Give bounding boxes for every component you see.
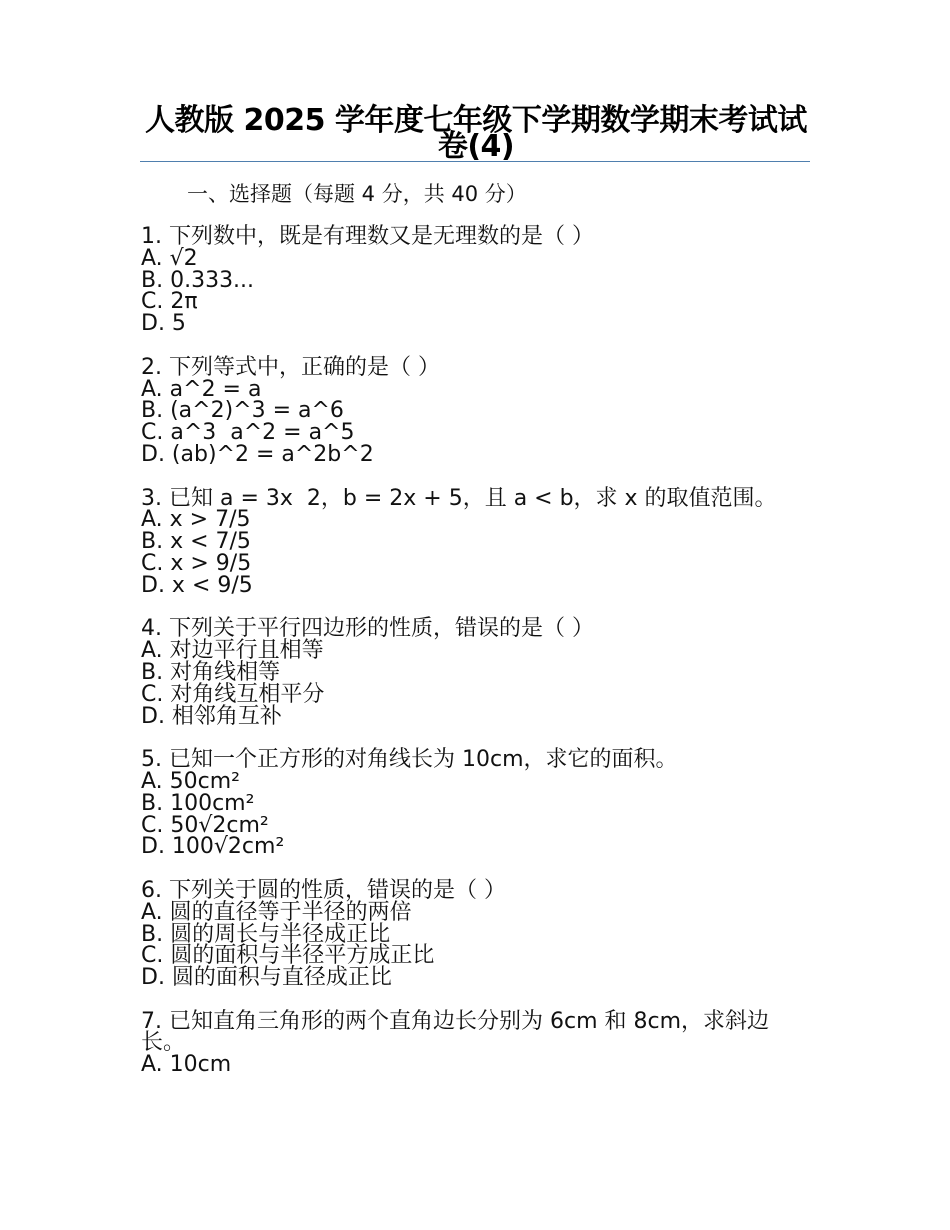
question-7 [141, 1008, 811, 1078]
question-1 [141, 226, 811, 335]
answer-option: A. 50cm² [141, 768, 240, 794]
document-title: 人教版 2025 学年度七年级下学期数学期末考试试卷(4) [145, 103, 807, 164]
section-heading: 一、选择题（每题 4 分，共 40 分） [187, 182, 527, 206]
question-stem: 2. 下列等式中，正确的是（ ） [141, 354, 440, 380]
question-3 [141, 485, 811, 598]
answer-option: A. 对边平行且相等 [141, 638, 324, 664]
answer-option: A. a^2 = a [141, 376, 262, 402]
answer-option: C. x > 9/5 [141, 550, 252, 576]
answer-option: D. 100√2cm² [141, 834, 285, 860]
answer-option: A. x > 7/5 [141, 507, 251, 533]
question-2 [141, 354, 811, 467]
question-stem: 3. 已知 a = 3x 2，b = 2x + 5，且 a < b，求 x 的取值范围。 [141, 485, 777, 511]
answer-option: C. 圆的面积与半径平方成正比 [141, 943, 435, 969]
question-stem: 1. 下列数中，既是有理数又是无理数的是（ ） [141, 224, 594, 249]
question-5 [141, 749, 811, 858]
answer-option: A. 10cm [141, 1052, 232, 1078]
question-stem: 6. 下列关于圆的性质，错误的是（ ） [141, 877, 506, 903]
question-list [141, 226, 811, 1098]
answer-option: C. 2π [141, 289, 198, 315]
answer-option: B. 圆的周长与半径成正比 [141, 921, 391, 947]
answer-option: D. 相邻角互补 [141, 703, 282, 729]
answer-option: B. x < 7/5 [141, 529, 251, 555]
title-divider [140, 161, 810, 162]
answer-option: B. (a^2)^3 = a^6 [141, 398, 344, 424]
answer-option: C. a^3 a^2 = a^5 [141, 420, 355, 446]
answer-option: D. x < 9/5 [141, 572, 253, 598]
answer-option: C. 对角线互相平分 [141, 681, 325, 707]
question-stem: 4. 下列关于平行四边形的性质，错误的是（ ） [141, 616, 594, 642]
answer-option: C. 50√2cm² [141, 812, 269, 838]
question-6 [141, 877, 811, 991]
answer-option: A. 圆的直径等于半径的两倍 [141, 899, 412, 925]
answer-option: B. 对角线相等 [141, 659, 281, 685]
question-stem: 5. 已知一个正方形的对角线长为 10cm，求它的面积。 [141, 747, 678, 773]
question-stem: 7. 已知直角三角形的两个直角边长分别为 6cm 和 8cm，求斜边长。 [141, 1008, 770, 1056]
answer-option: A. √2 [141, 245, 198, 271]
answer-option: B. 0.333... [141, 267, 255, 293]
answer-option: D. 5 [141, 311, 186, 337]
answer-option: B. 100cm² [141, 790, 255, 816]
question-4 [141, 618, 811, 727]
answer-option: D. (ab)^2 = a^2b^2 [141, 441, 374, 467]
answer-option: D. 圆的面积与直径成正比 [141, 965, 392, 991]
